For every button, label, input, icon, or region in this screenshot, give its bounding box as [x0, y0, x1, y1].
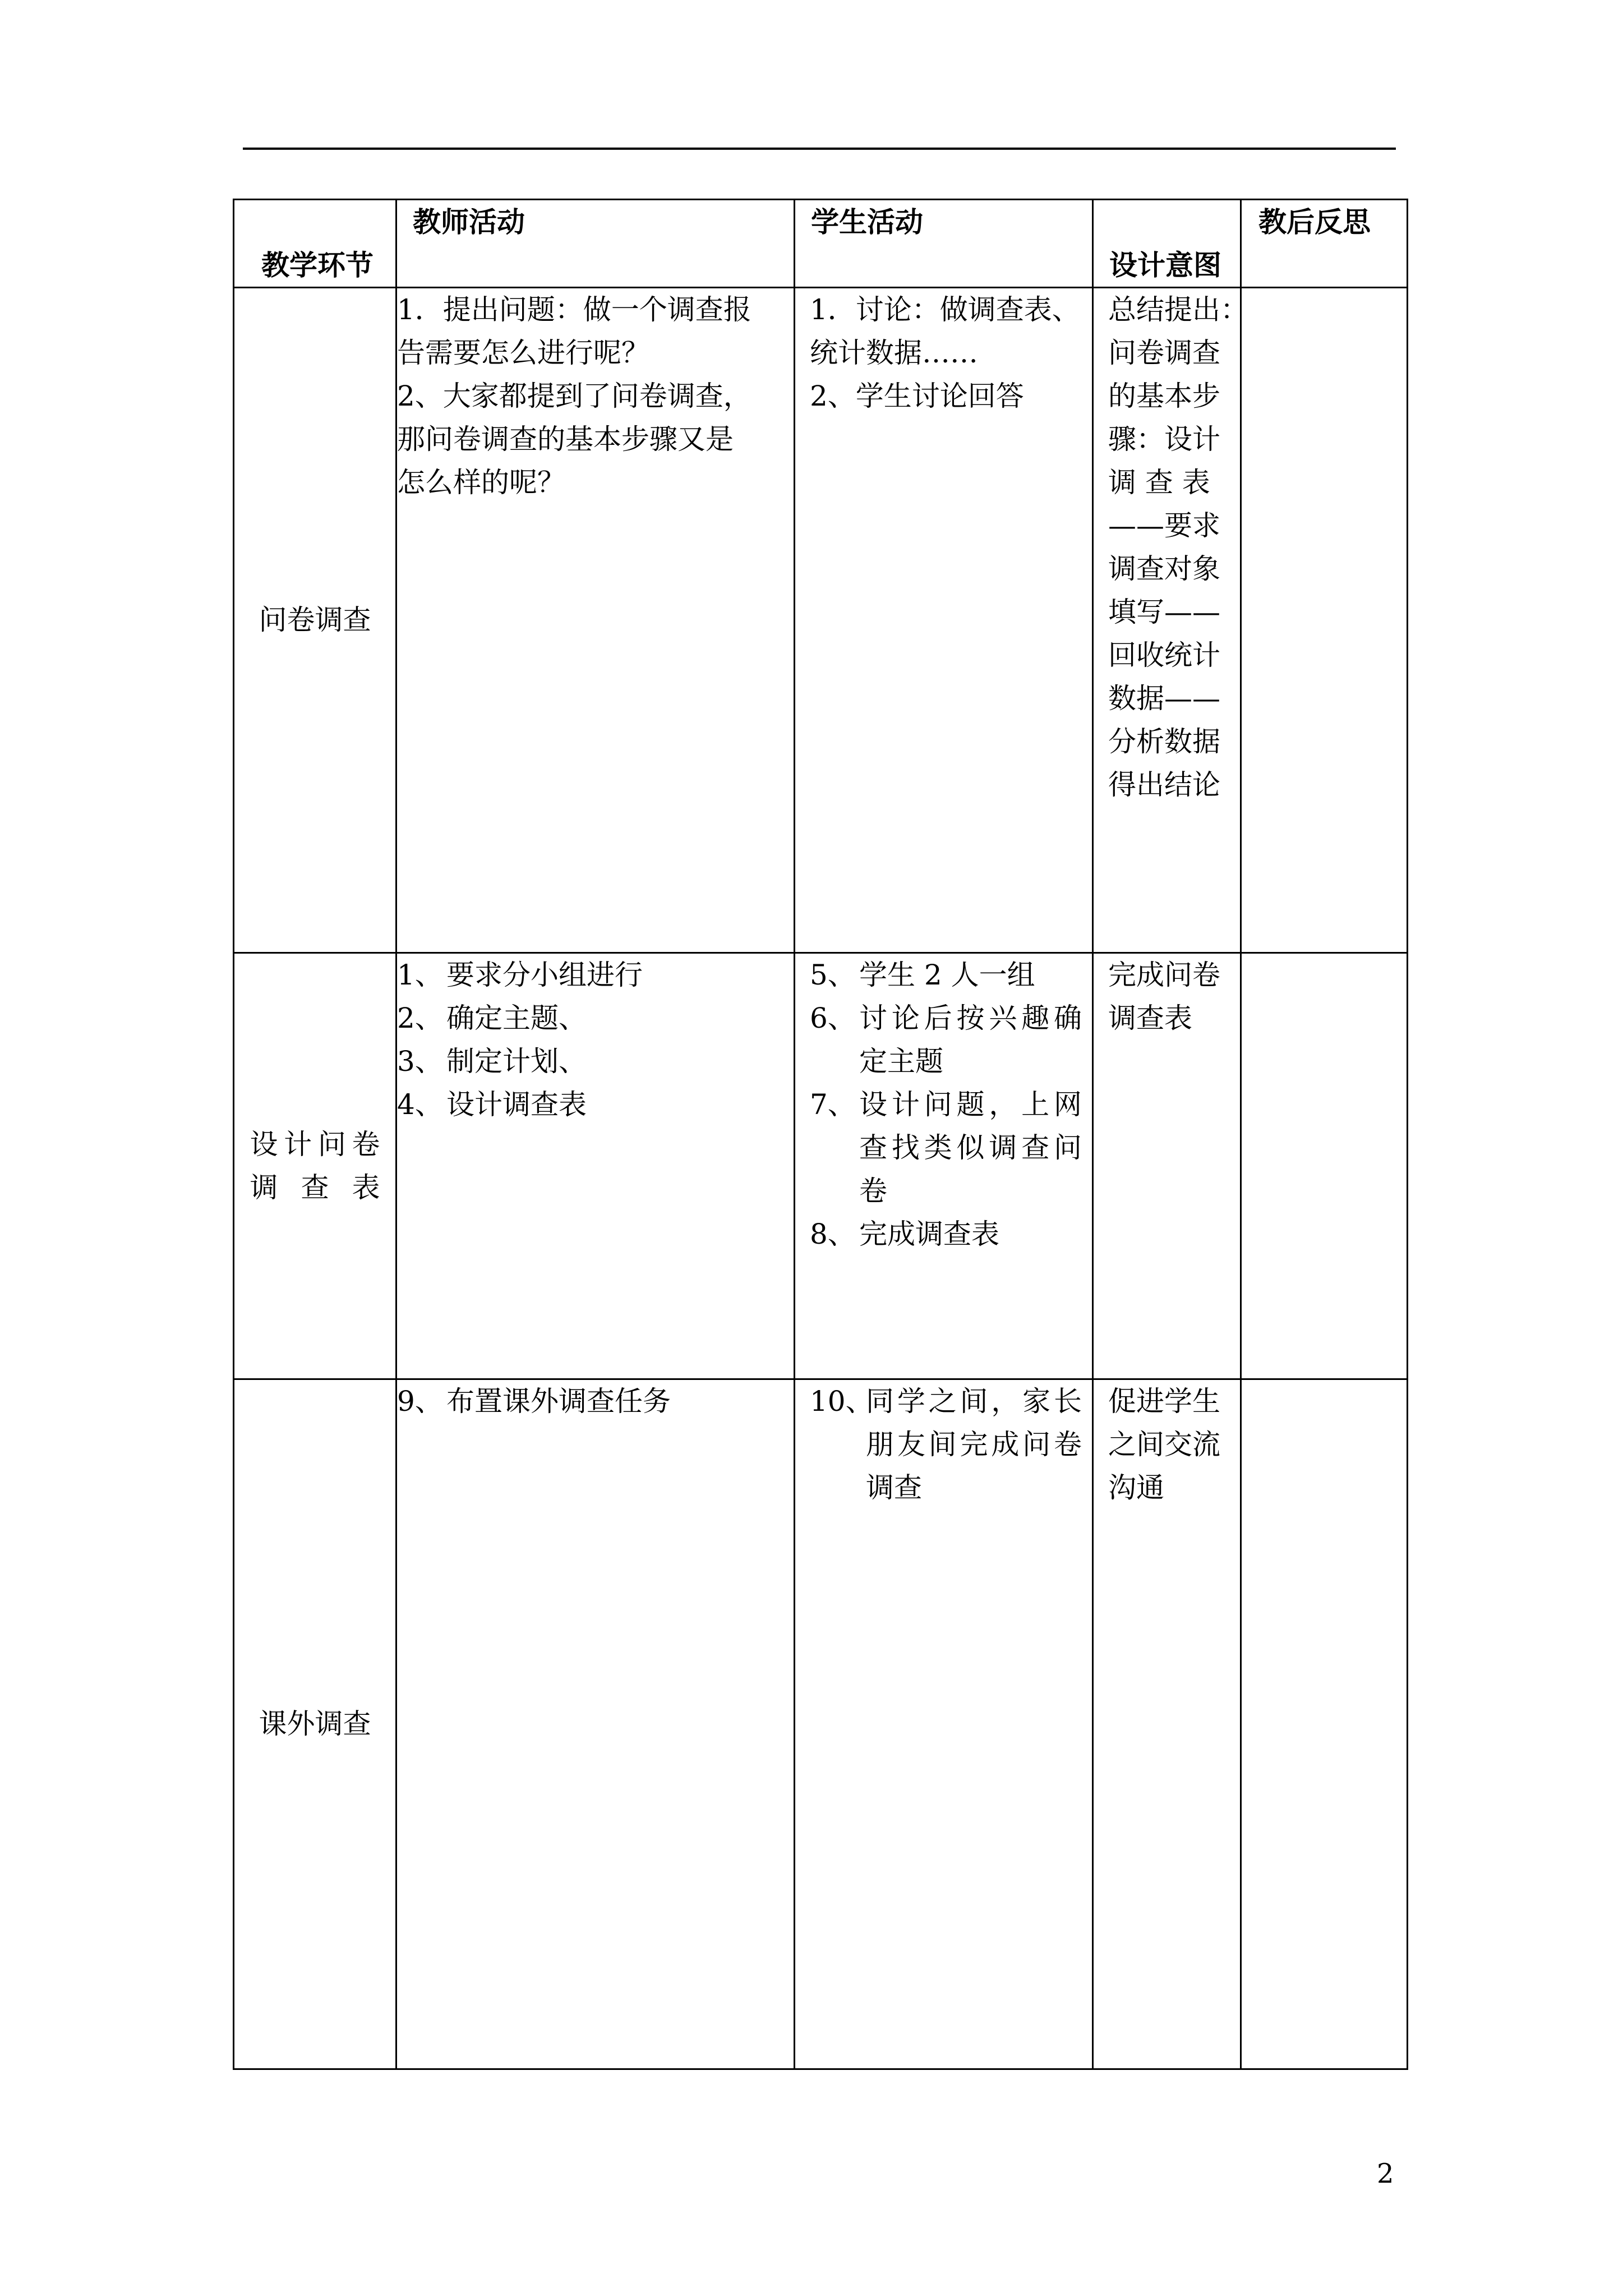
intent-line: 的基本步	[1108, 380, 1220, 412]
teacher-activity-cell	[396, 288, 795, 953]
item-number: 3、	[397, 1045, 443, 1078]
item-text: 确定主题、	[446, 1002, 587, 1034]
intent-line: 调 查 表	[1108, 466, 1210, 499]
table-row	[234, 288, 1408, 953]
teacher-line: 1．提出问题：做一个调查报	[397, 293, 751, 326]
header-intent: 设计意图	[1109, 249, 1221, 282]
table-row	[234, 1379, 1408, 2069]
teacher-activity-cell	[396, 1379, 795, 2069]
student-line: 2、学生讨论回答	[810, 380, 1024, 412]
page-number: 2	[1377, 2158, 1394, 2189]
intent-line: 促进学生	[1108, 1385, 1220, 1418]
item-text: 同学之间，家长朋友间完成问卷调查	[866, 1385, 1082, 1504]
header-reflection-cell	[1241, 200, 1408, 288]
item-number: 9、	[397, 1385, 443, 1418]
stage-label: 问卷调查	[259, 604, 371, 636]
student-activity-cell	[795, 288, 1093, 953]
header-rule	[243, 148, 1396, 150]
header-intent-cell	[1093, 200, 1241, 288]
teacher-line: 那问卷调查的基本步骤又是	[397, 423, 734, 455]
list-item	[397, 1083, 794, 1126]
student-line: 1．讨论：做调查表、	[810, 293, 1080, 326]
item-number: 10、	[810, 1385, 874, 1418]
intent-line: ——要求	[1108, 509, 1220, 542]
stage-cell	[234, 1379, 396, 2069]
table-row	[234, 953, 1408, 1379]
intent-line: 得出结论	[1108, 769, 1220, 801]
item-text: 完成调查表	[859, 1218, 999, 1250]
teacher-line: 告需要怎么进行呢？	[397, 337, 649, 369]
list-item	[397, 954, 794, 997]
header-student: 学生活动	[811, 205, 923, 238]
item-text: 学生 2 人一组	[859, 959, 1035, 991]
intent-line: 回收统计	[1108, 639, 1220, 671]
student-line: 统计数据……	[810, 337, 978, 369]
item-text: 设计调查表	[446, 1088, 587, 1121]
lesson-plan-table	[233, 199, 1408, 2070]
list-item	[810, 954, 1082, 997]
list-item	[810, 1083, 1082, 1213]
item-number: 5、	[810, 959, 856, 991]
intent-line: 填写——	[1108, 596, 1220, 628]
item-number: 2、	[397, 1002, 443, 1034]
item-text: 布置课外调查任务	[446, 1385, 671, 1418]
teacher-line: 2、大家都提到了问卷调查，	[397, 380, 751, 412]
header-stage: 教学环节	[261, 249, 374, 282]
teacher-line: 怎么样的呢？	[397, 466, 565, 499]
list-item	[397, 997, 794, 1040]
intent-line: 调查表	[1108, 1002, 1192, 1034]
item-text: 设计问题，上网查找类似调查问卷	[859, 1088, 1082, 1207]
intent-line: 调查对象	[1108, 553, 1220, 585]
item-number: 8、	[810, 1218, 856, 1250]
stage-cell	[234, 953, 396, 1379]
intent-line: 数据——	[1108, 682, 1220, 715]
list-item	[810, 1380, 1082, 1510]
header-reflection: 教后反思	[1258, 205, 1371, 238]
stage-cell	[234, 288, 396, 953]
item-number: 7、	[810, 1088, 856, 1121]
intent-line: 问卷调查	[1108, 337, 1220, 369]
item-number: 6、	[810, 1002, 856, 1034]
header-teacher-cell	[396, 200, 795, 288]
teacher-activity-cell	[396, 953, 795, 1379]
intent-line: 之间交流	[1108, 1428, 1220, 1461]
list-item	[397, 1040, 794, 1083]
list-item	[397, 1380, 794, 1423]
item-text: 要求分小组进行	[446, 959, 643, 991]
design-intent-cell	[1093, 288, 1248, 953]
intent-line: 总结提出：	[1108, 293, 1248, 326]
stage-label: 设计问卷调查表	[250, 1128, 380, 1204]
design-intent-cell	[1093, 953, 1241, 1379]
header-student-cell	[795, 200, 1093, 288]
reflection-cell	[1241, 953, 1408, 1379]
header-teacher: 教师活动	[413, 205, 525, 238]
list-item	[810, 1213, 1082, 1256]
student-activity-cell	[795, 1379, 1093, 2069]
stage-label: 课外调查	[259, 1708, 371, 1740]
item-number: 4、	[397, 1088, 443, 1121]
student-activity-cell	[795, 953, 1093, 1379]
list-item	[810, 997, 1082, 1083]
header-stage-cell	[234, 200, 396, 288]
table-header-row	[234, 200, 1408, 288]
intent-line: 分析数据	[1108, 725, 1220, 758]
item-number: 1、	[397, 959, 443, 991]
item-text: 讨论后按兴趣确定主题	[859, 1002, 1082, 1078]
design-intent-cell	[1093, 1379, 1241, 2069]
reflection-cell	[1241, 288, 1408, 953]
intent-line: 沟通	[1108, 1471, 1164, 1504]
item-text: 制定计划、	[446, 1045, 587, 1078]
reflection-cell	[1241, 1379, 1408, 2069]
intent-line: 完成问卷	[1108, 959, 1220, 991]
intent-line: 骤：设计	[1108, 423, 1220, 455]
